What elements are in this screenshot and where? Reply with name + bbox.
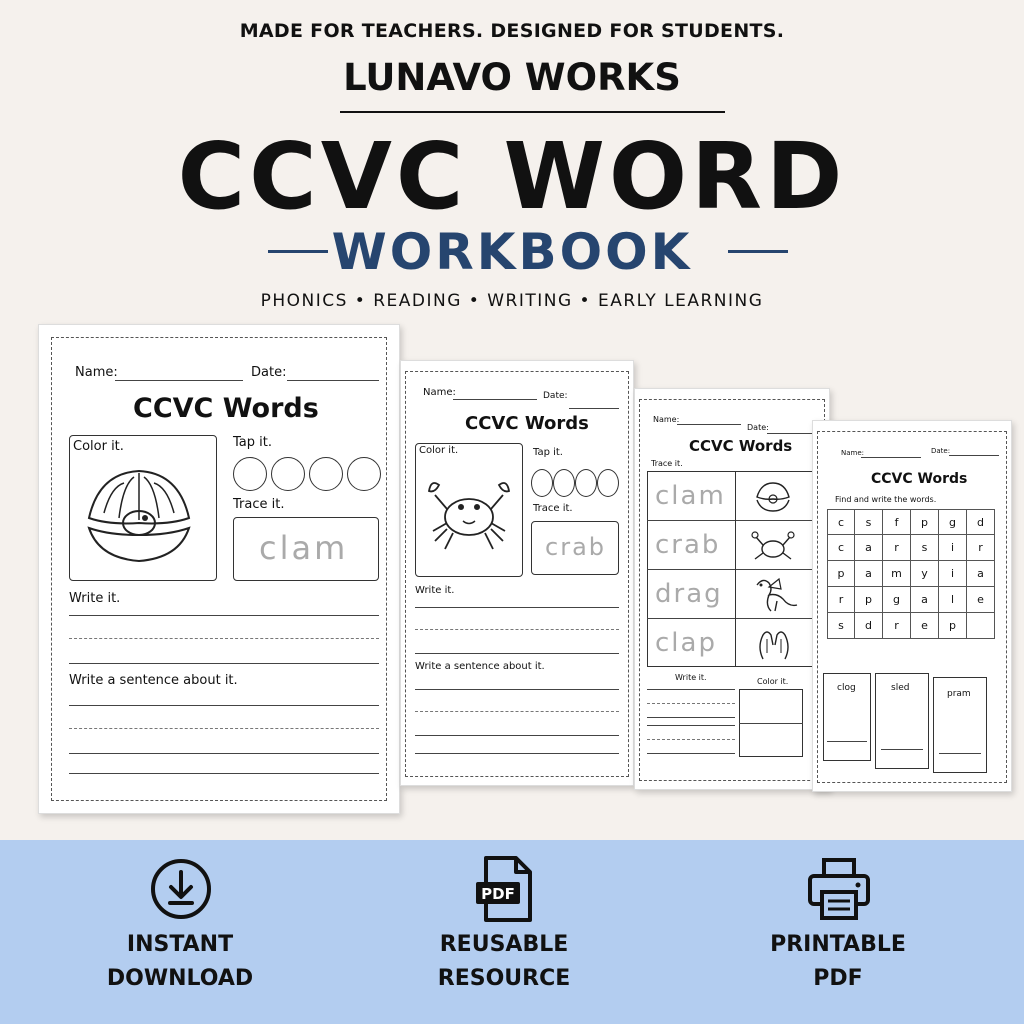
- tap-circle: [597, 469, 619, 497]
- worksheet-4: [812, 420, 1012, 792]
- printer-icon: [806, 854, 872, 924]
- grid-cell: d: [855, 613, 883, 639]
- tap-circle: [531, 469, 553, 497]
- trace-it-label: Trace it.: [651, 459, 683, 468]
- answer-word: pram: [947, 689, 971, 699]
- tap-it-label: Tap it.: [233, 435, 272, 450]
- grid-cell: s: [855, 509, 883, 535]
- grid-cell: y: [911, 561, 939, 587]
- color-it-label: Color it.: [757, 677, 789, 686]
- sheet-heading: CCVC Words: [689, 437, 793, 455]
- clam-icon: [753, 481, 793, 513]
- grid-cell: p: [911, 509, 939, 535]
- sheet-heading: CCVC Words: [133, 393, 319, 424]
- feature-label-line2: DOWNLOAD: [106, 966, 254, 991]
- color-it-label: Color it.: [73, 439, 124, 454]
- date-label: Date:: [251, 365, 287, 380]
- feature-label-line1: INSTANT: [126, 932, 234, 957]
- crab-icon: [751, 527, 795, 563]
- date-label: Date:: [747, 423, 769, 432]
- sheet-heading: CCVC Words: [465, 413, 589, 434]
- grid-cell: r: [827, 587, 855, 613]
- dragon-icon: [749, 575, 799, 615]
- name-label: Name:: [423, 387, 456, 398]
- feature-label-line2: PDF: [813, 966, 863, 991]
- trace-word: clam: [259, 529, 349, 567]
- grid-cell: e: [911, 613, 939, 639]
- grid-cell: r: [883, 613, 911, 639]
- tap-circle: [271, 457, 305, 491]
- grid-cell: e: [967, 587, 995, 613]
- worksheet-1: [38, 324, 400, 814]
- feature-label-line1: PRINTABLE: [770, 932, 906, 957]
- grid-cell: g: [939, 509, 967, 535]
- subtitle-dash-right: [728, 250, 788, 253]
- name-label: Name:: [75, 365, 118, 380]
- clapping-hands-icon: [753, 623, 795, 663]
- grid-cell: p: [939, 613, 967, 639]
- subtitle-row: [0, 222, 1024, 282]
- grid-cell: a: [855, 561, 883, 587]
- feature-label-line1: REUSABLE: [439, 932, 569, 957]
- clam-icon: [79, 463, 199, 573]
- grid-cell: i: [939, 535, 967, 561]
- grid-cell: c: [827, 535, 855, 561]
- write-it-label: Write it.: [675, 673, 707, 682]
- grid-cell: s: [827, 613, 855, 639]
- name-label: Name:: [841, 449, 865, 457]
- worksheet-2: [400, 360, 634, 786]
- date-label: Date:: [931, 447, 951, 455]
- sheet-heading: CCVC Words: [871, 471, 968, 487]
- grid-cell: m: [883, 561, 911, 587]
- tagline: MADE FOR TEACHERS. DESIGNED FOR STUDENTS.: [239, 20, 785, 42]
- word-search-grid: [827, 509, 995, 639]
- grid-cell: r: [883, 535, 911, 561]
- color-it-label: Color it.: [419, 445, 459, 456]
- grid-cell: d: [967, 509, 995, 535]
- tap-circle: [553, 469, 575, 497]
- grid-cell: i: [939, 561, 967, 587]
- answer-word: sled: [891, 683, 910, 693]
- answer-word: clog: [837, 683, 856, 693]
- trace-word: drag: [655, 579, 723, 609]
- subtitle: WORKBOOK: [331, 223, 693, 281]
- tap-it-label: Tap it.: [533, 447, 563, 458]
- trace-word: clam: [655, 481, 726, 511]
- grid-cell: [967, 613, 995, 639]
- page-title: CCVC WORD: [177, 123, 847, 230]
- name-label: Name:: [653, 415, 680, 424]
- instruction: Find and write the words.: [835, 495, 937, 504]
- sentence-label: Write a sentence about it.: [415, 661, 545, 672]
- pdf-file-icon: [472, 854, 538, 924]
- crab-icon: [423, 465, 515, 557]
- grid-cell: a: [911, 587, 939, 613]
- tap-circle: [233, 457, 267, 491]
- trace-it-label: Trace it.: [533, 503, 573, 514]
- pdf-icon-text: PDF: [481, 885, 515, 903]
- trace-it-label: Trace it.: [233, 497, 285, 512]
- grid-cell: a: [855, 535, 883, 561]
- sentence-label: Write a sentence about it.: [69, 673, 238, 688]
- topics: PHONICS • READING • WRITING • EARLY LEARNING: [260, 291, 764, 311]
- trace-word: crab: [545, 533, 607, 561]
- date-label: Date:: [543, 391, 568, 401]
- grid-cell: a: [967, 561, 995, 587]
- trace-word: clap: [655, 628, 717, 658]
- tap-circle: [347, 457, 381, 491]
- grid-cell: c: [827, 509, 855, 535]
- write-it-label: Write it.: [69, 591, 121, 606]
- trace-word: crab: [655, 530, 721, 560]
- grid-cell: l: [939, 587, 967, 613]
- grid-cell: g: [883, 587, 911, 613]
- grid-cell: p: [855, 587, 883, 613]
- features-band: [0, 840, 1024, 1024]
- grid-cell: p: [827, 561, 855, 587]
- brand-name: LUNAVO WORKS: [343, 56, 681, 99]
- tap-circle: [309, 457, 343, 491]
- write-it-label: Write it.: [415, 585, 455, 596]
- feature-label-line2: RESOURCE: [437, 966, 571, 991]
- grid-cell: s: [911, 535, 939, 561]
- grid-cell: r: [967, 535, 995, 561]
- grid-cell: f: [883, 509, 911, 535]
- worksheet-3: [634, 388, 830, 790]
- download-icon: [148, 854, 214, 924]
- tap-circle: [575, 469, 597, 497]
- brand-divider: [340, 111, 725, 113]
